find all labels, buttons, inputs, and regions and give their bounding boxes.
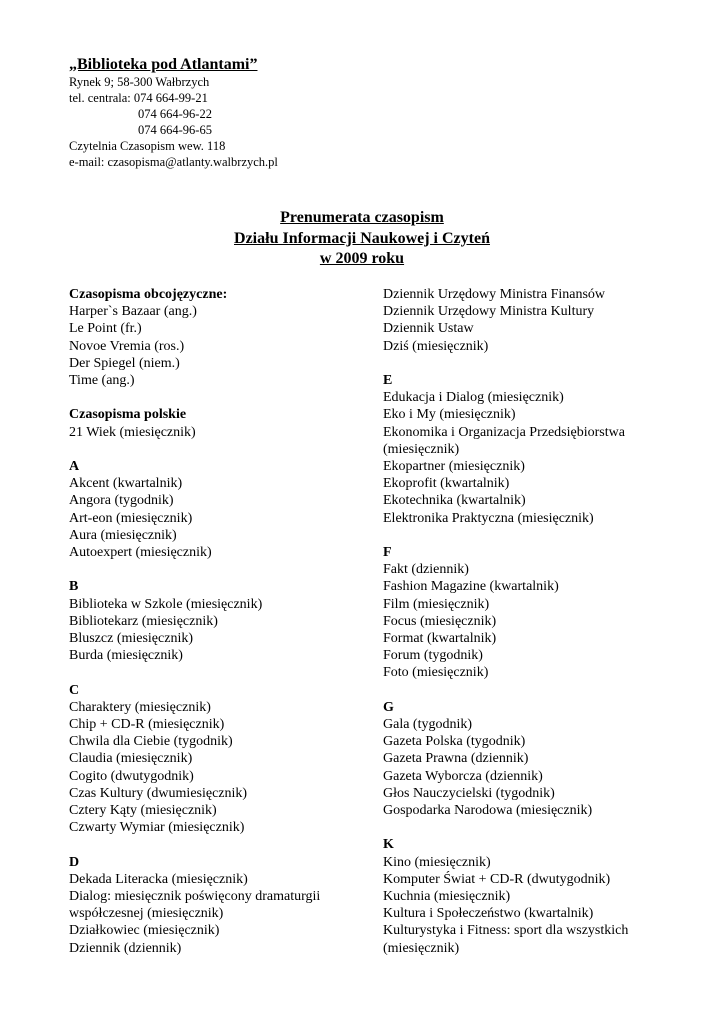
periodical-entry: Dziennik (dziennik) [69, 940, 182, 956]
document-heading [0, 208, 724, 270]
periodical-entry: Czwarty Wymiar (miesięcznik) [69, 820, 245, 836]
periodical-entry: Focus (miesięcznik) [383, 613, 497, 629]
section-heading: F [383, 545, 392, 561]
periodical-entry: Film (miesięcznik) [383, 596, 490, 612]
periodical-entry: Time (ang.) [69, 373, 135, 389]
section-heading: A [69, 459, 80, 474]
right-column [383, 286, 673, 957]
periodical-entry: Charaktery (miesięcznik) [69, 699, 211, 715]
periodical-entry: Foto (miesięcznik) [383, 665, 489, 681]
periodical-entry: Akcent (kwartalnik) [69, 476, 183, 492]
periodical-entry: Działkowiec (miesięcznik) [69, 923, 220, 939]
section-heading: Czasopisma obcojęzyczne: [69, 287, 228, 302]
periodical-entry: Dialog: miesięcznik poświęcony dramaturgii [69, 889, 321, 905]
heading-line-2: Działu Informacji Naukowej i Czyteń [234, 229, 490, 247]
periodical-entry: Autoexpert (miesięcznik) [69, 545, 212, 561]
periodical-entry: Claudia (miesięcznik) [69, 751, 193, 767]
periodical-entry: Harper`s Bazaar (ang.) [69, 304, 197, 320]
periodical-entry: Kulturystyka i Fitness: sport dla wszystkich [383, 923, 629, 939]
periodical-entry: Art-eon (miesięcznik) [69, 510, 193, 526]
periodical-entry: współczesnej (miesięcznik) [69, 906, 224, 922]
phone-main: tel. centrala: 074 664-99-21 [69, 91, 208, 105]
periodical-entry: Dziennik Urzędowy Ministra Kultury [383, 304, 595, 320]
section-spacer [69, 836, 369, 853]
left-column [69, 286, 369, 957]
periodical-entry: (miesięcznik) [383, 940, 460, 956]
periodical-entry: Dziennik Ustaw [383, 321, 474, 337]
periodical-entry: Biblioteka w Szkole (miesięcznik) [69, 596, 263, 612]
periodical-entry: Cogito (dwutygodnik) [69, 768, 194, 784]
periodical-entry: Gazeta Polska (tygodnik) [383, 734, 526, 750]
periodical-entry: Bibliotekarz (miesięcznik) [69, 613, 218, 629]
periodical-entry: Eko i My (miesięcznik) [383, 407, 516, 423]
periodical-entry: Kultura i Społeczeństwo (kwartalnik) [383, 906, 594, 922]
heading-line-1: Prenumerata czasopism [280, 209, 444, 226]
periodical-entry: Ekotechnika (kwartalnik) [383, 493, 526, 509]
periodical-entry: 21 Wiek (miesięcznik) [69, 424, 196, 440]
section-spacer [69, 441, 369, 458]
section-spacer [69, 664, 369, 681]
section-spacer [383, 819, 673, 836]
section-heading: G [383, 699, 394, 715]
periodical-entry: Forum (tygodnik) [383, 648, 483, 664]
periodical-entry: Czas Kultury (dwumiesięcznik) [69, 785, 248, 801]
periodical-entry: Fashion Magazine (kwartalnik) [383, 579, 559, 595]
periodical-entry: Cztery Kąty (miesięcznik) [69, 803, 217, 819]
periodical-entry: Chwila dla Ciebie (tygodnik) [69, 734, 233, 750]
library-name: „Biblioteka pod Atlantami” [69, 56, 258, 73]
section-spacer [69, 561, 369, 578]
periodical-entry: Fakt (dziennik) [383, 562, 469, 578]
periodical-entry: Gazeta Wyborcza (dziennik) [383, 768, 543, 784]
section-spacer [69, 389, 369, 406]
periodical-entry: Dziś (miesięcznik) [383, 338, 489, 354]
periodical-entry: Edukacja i Dialog (miesięcznik) [383, 390, 564, 406]
periodical-entry: Novoe Vremia (ros.) [69, 338, 185, 354]
section-heading: D [69, 854, 80, 870]
periodical-entry: Gala (tygodnik) [383, 717, 473, 733]
periodical-entry: Ekopartner (miesięcznik) [383, 459, 525, 475]
periodical-entry: Gospodarka Narodowa (miesięcznik) [383, 803, 593, 819]
section-spacer [383, 682, 673, 699]
periodical-entry: Elektronika Praktyczna (miesięcznik) [383, 510, 594, 526]
periodical-entry: Le Point (fr.) [69, 321, 142, 337]
periodical-entry: Chip + CD-R (miesięcznik) [69, 717, 225, 733]
periodical-entry: Ekoprofit (kwartalnik) [383, 476, 510, 492]
phone-2: 074 664-96-22 [138, 107, 212, 121]
section-heading: Czasopisma polskie [69, 407, 187, 423]
library-header [69, 55, 278, 170]
periodical-entry: Gazeta Prawna (dziennik) [383, 751, 529, 767]
reading-room-extension: Czytelnia Czasopism wew. 118 [69, 139, 226, 153]
section-heading: B [69, 579, 79, 595]
periodical-entry: Der Spiegel (niem.) [69, 355, 180, 371]
periodical-entry: Ekonomika i Organizacja Przedsiębiorstwa [383, 424, 625, 440]
section-spacer [383, 527, 673, 544]
contact-email: e-mail: czasopisma@atlanty.walbrzych.pl [69, 155, 278, 169]
section-heading: E [383, 373, 393, 388]
periodical-entry: Format (kwartalnik) [383, 631, 497, 647]
periodical-entry: Angora (tygodnik) [69, 493, 174, 509]
periodical-entry: Aura (miesięcznik) [69, 527, 177, 543]
periodical-entry: Głos Nauczycielski (tygodnik) [383, 785, 555, 801]
heading-line-3: w 2009 roku [319, 250, 405, 267]
phone-3: 074 664-96-65 [138, 123, 212, 137]
section-spacer [383, 355, 673, 372]
periodical-entry: Kuchnia (miesięcznik) [383, 889, 511, 905]
periodical-entry: Komputer Świat + CD-R (dwutygodnik) [383, 871, 611, 887]
periodical-entry: Burda (miesięcznik) [69, 648, 183, 664]
section-heading: K [383, 837, 394, 853]
periodical-entry: (miesięcznik) [383, 441, 460, 457]
periodical-entry: Dziennik Urzędowy Ministra Finansów [383, 287, 606, 302]
section-heading: C [69, 682, 80, 698]
periodical-entry: Bluszcz (miesięcznik) [69, 631, 194, 647]
periodical-entry: Kino (miesięcznik) [383, 854, 491, 870]
library-address: Rynek 9; 58-300 Wałbrzych [69, 75, 210, 89]
periodical-entry: Dekada Literacka (miesięcznik) [69, 871, 248, 887]
